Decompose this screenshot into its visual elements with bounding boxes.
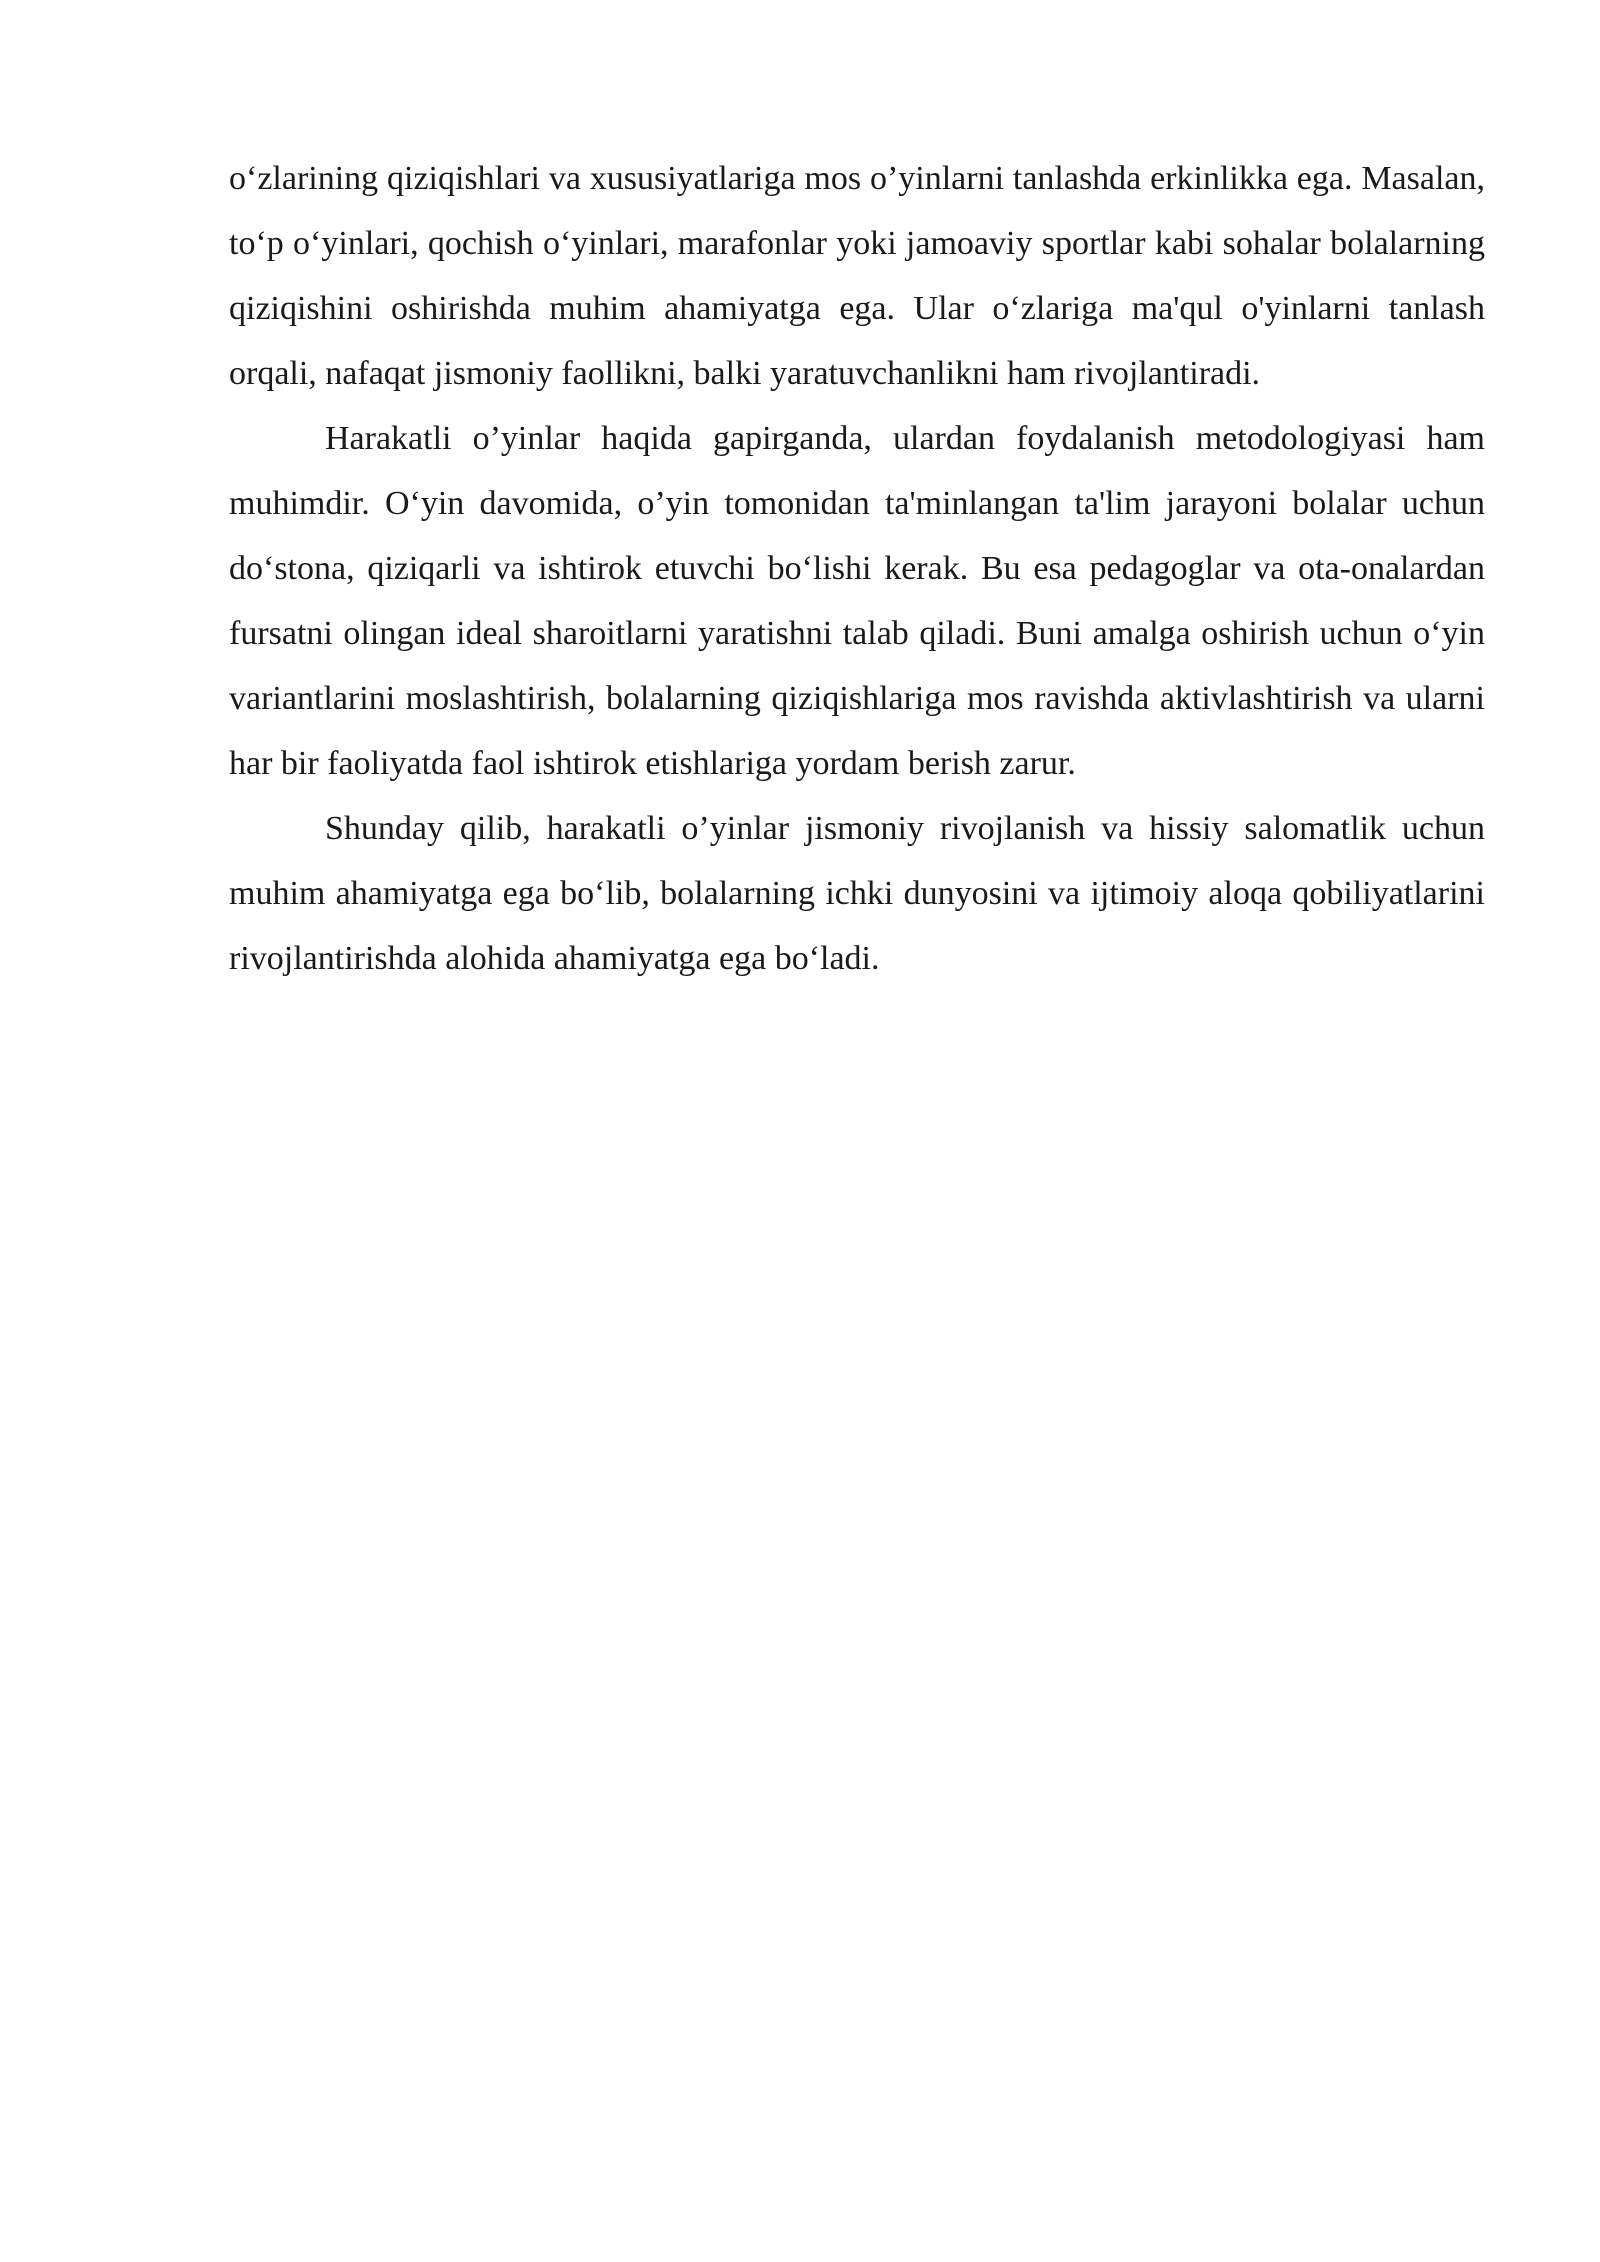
paragraph-2: Harakatli o’yinlar haqida gapirganda, ulardan foydalanish metodologiyasi ham muhimdir. O‘yin davomida, o’yin tomonidan ta'minlangan ta'lim jarayoni bolalar uchun do‘stona, qiziqarli va ishtirok etuvchi bo‘lishi kerak. Bu esa pedagoglar va ota-onalardan fursatni olingan ideal sharoitlarni yaratishni talab qiladi. Buni amalga oshirish uchun o‘yin variantlarini moslashtirish, bolalarning qiziqishlariga mos ravishda aktivlashtirish va ularni har bir faoliyatda faol ishtirok etishlariga yordam berish zarur. bbox=[229, 420, 1485, 782]
paragraph-3: Shunday qilib, harakatli o’yinlar jismoniy rivojlanish va hissiy salomatlik uchun muhim ahamiyatga ega bo‘lib, bolalarning ichki dunyosini va ijtimoiy aloqa qobiliyatlarini rivojlantirishda alohida ahamiyatga ega bo‘ladi. bbox=[229, 810, 1485, 977]
body-text bbox=[229, 146, 1485, 991]
paragraph-1: o‘zlarining qiziqishlari va xususiyatlariga mos o’yinlarni tanlashda erkinlikka ega. Masalan, to‘p o‘yinlari, qochish o‘yinlari, marafonlar yoki jamoaviy sportlar kabi sohalar bolalarning qiziqishini oshirishda muhim ahamiyatga ega. Ular o‘zlariga ma'qul o'yinlarni tanlash orqali, nafaqat jismoniy faollikni, balki yaratuvchanlikni ham rivojlantiradi. bbox=[229, 160, 1485, 392]
